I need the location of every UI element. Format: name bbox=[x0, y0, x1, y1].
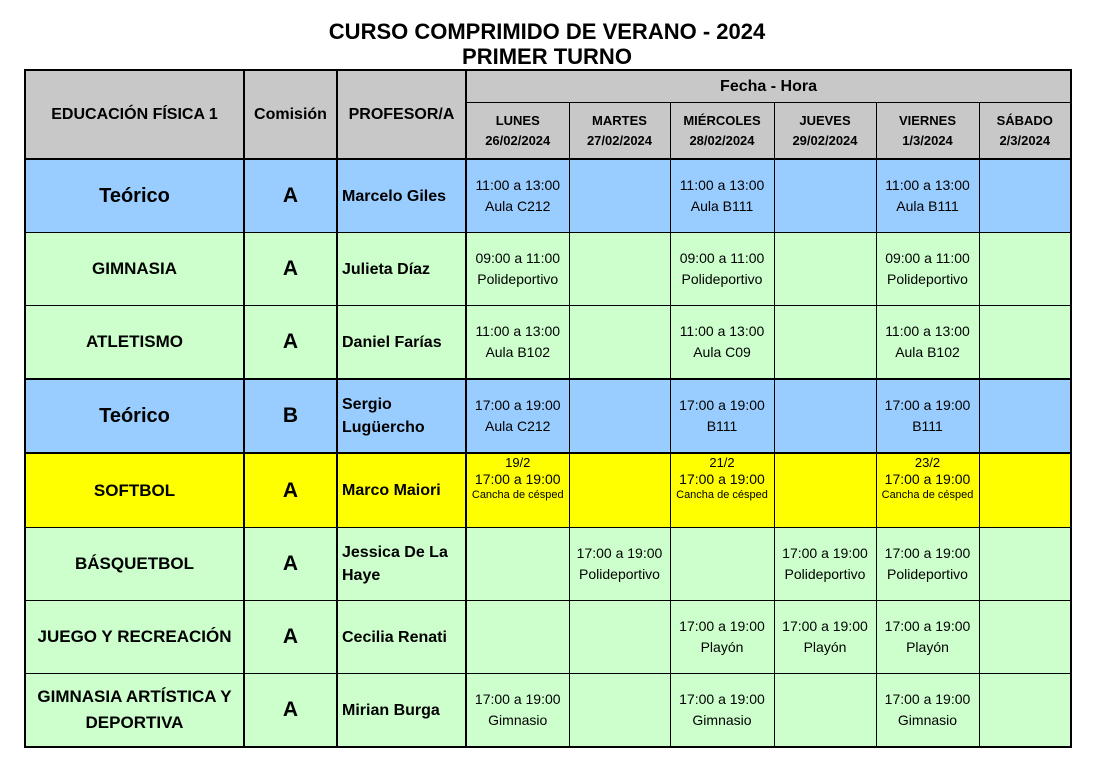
slot-place: Gimnasio bbox=[897, 712, 958, 728]
day-date: 27/02/2024 bbox=[586, 132, 653, 148]
profesor-cell: Sergio Lugüercho bbox=[337, 379, 466, 453]
schedule-slot bbox=[569, 159, 670, 233]
slot-time: 17:00 a 19:00 bbox=[679, 397, 765, 413]
schedule-slot bbox=[670, 453, 774, 528]
schedule-slot bbox=[569, 453, 670, 528]
schedule-slot bbox=[466, 674, 569, 748]
schedule-slot bbox=[876, 233, 979, 306]
slot-place: Cancha de césped bbox=[676, 489, 768, 501]
header-comision: Comisión bbox=[244, 70, 337, 159]
day-date: 26/02/2024 bbox=[485, 132, 551, 148]
schedule-slot bbox=[670, 528, 774, 601]
comision-cell: A bbox=[244, 233, 337, 306]
subject-cell: SOFTBOL bbox=[25, 453, 244, 528]
slot-place: Aula C212 bbox=[485, 198, 551, 214]
schedule-slot bbox=[876, 159, 979, 233]
day-name: MARTES bbox=[592, 112, 647, 128]
comision-cell: A bbox=[244, 601, 337, 674]
slot-time: 17:00 a 19:00 bbox=[576, 545, 663, 561]
schedule-slot bbox=[466, 306, 569, 380]
schedule-slot bbox=[979, 528, 1071, 601]
schedule-slot bbox=[569, 601, 670, 674]
table-row bbox=[25, 453, 1071, 528]
slot-place: Playón bbox=[803, 639, 847, 655]
schedule-slot bbox=[569, 674, 670, 748]
document-title: CURSO COMPRIMIDO DE VERANO - 2024 bbox=[328, 19, 766, 44]
schedule-slot bbox=[670, 379, 774, 453]
slot-place: Playón bbox=[700, 639, 744, 655]
comision-cell: A bbox=[244, 306, 337, 380]
profesor-cell: Mirian Burga bbox=[337, 674, 466, 748]
slot-time: 17:00 a 19:00 bbox=[679, 618, 765, 634]
schedule-slot bbox=[466, 528, 569, 601]
subject-cell: GIMNASIA bbox=[25, 233, 244, 306]
slot-place: Polideportivo bbox=[681, 271, 763, 287]
schedule-slot bbox=[466, 453, 569, 528]
table-row bbox=[25, 379, 1071, 453]
slot-time: 11:00 a 13:00 bbox=[679, 177, 765, 193]
header-day bbox=[774, 103, 876, 160]
slot-time: 09:00 a 11:00 bbox=[679, 250, 765, 266]
profesor-cell: Marcelo Giles bbox=[337, 159, 466, 233]
slot-place: Playón bbox=[906, 639, 949, 655]
subject-cell: Teórico bbox=[25, 159, 244, 233]
profesor-cell: Jessica De La Haye bbox=[337, 528, 466, 601]
slot-time: 17:00 a 19:00 bbox=[679, 691, 765, 707]
schedule-slot bbox=[466, 601, 569, 674]
slot-place: Cancha de césped bbox=[881, 489, 974, 501]
schedule-slot bbox=[466, 233, 569, 306]
slot-date: 23/2 bbox=[914, 455, 941, 470]
schedule-slot bbox=[876, 528, 979, 601]
schedule-slot bbox=[876, 306, 979, 380]
header-profesor: PROFESOR/A bbox=[337, 70, 466, 159]
day-date: 2/3/2024 bbox=[999, 132, 1051, 148]
slot-place: Cancha de césped bbox=[471, 489, 564, 501]
slot-place: B111 bbox=[706, 418, 738, 434]
slot-place: Polideportivo bbox=[477, 271, 559, 287]
table-row bbox=[25, 306, 1071, 380]
slot-place: Polideportivo bbox=[784, 566, 866, 582]
slot-place: Polideportivo bbox=[887, 566, 968, 582]
schedule-slot bbox=[876, 379, 979, 453]
header-day bbox=[466, 103, 569, 160]
document-subtitle: PRIMER TURNO bbox=[462, 44, 632, 69]
schedule-slot bbox=[979, 379, 1071, 453]
slot-time: 17:00 a 19:00 bbox=[474, 397, 561, 413]
day-date: 1/3/2024 bbox=[902, 132, 953, 148]
schedule-slot bbox=[979, 306, 1071, 380]
schedule-slot bbox=[774, 306, 876, 380]
day-name: MIÉRCOLES bbox=[683, 112, 761, 128]
schedule-slot bbox=[774, 674, 876, 748]
slot-time: 17:00 a 19:00 bbox=[884, 545, 971, 561]
slot-time: 17:00 a 19:00 bbox=[884, 397, 971, 413]
comision-cell: A bbox=[244, 674, 337, 748]
schedule-slot bbox=[569, 306, 670, 380]
subject-cell: JUEGO Y RECREACIÓN bbox=[25, 601, 244, 674]
slot-time: 17:00 a 19:00 bbox=[884, 618, 971, 634]
day-name: JUEVES bbox=[799, 112, 851, 128]
slot-time: 17:00 a 19:00 bbox=[474, 691, 561, 707]
table-row bbox=[25, 233, 1071, 306]
day-date: 28/02/2024 bbox=[689, 132, 755, 148]
schedule-slot bbox=[979, 453, 1071, 528]
slot-place: Aula C212 bbox=[485, 418, 551, 434]
schedule-slot bbox=[979, 601, 1071, 674]
schedule-slot bbox=[569, 528, 670, 601]
slot-time: 11:00 a 13:00 bbox=[475, 177, 561, 193]
day-date: 29/02/2024 bbox=[792, 132, 858, 148]
slot-place: Aula B102 bbox=[895, 344, 960, 360]
comision-cell: A bbox=[244, 159, 337, 233]
subject-cell: GIMNASIA ARTÍSTICA Y DEPORTIVA bbox=[25, 674, 244, 748]
schedule-slot bbox=[670, 306, 774, 380]
slot-time: 09:00 a 11:00 bbox=[475, 250, 561, 266]
comision-cell: B bbox=[244, 379, 337, 453]
slot-place: B111 bbox=[912, 418, 943, 434]
slot-time: 11:00 a 13:00 bbox=[885, 323, 970, 339]
header-subject: EDUCACIÓN FÍSICA 1 bbox=[25, 70, 244, 159]
slot-time: 17:00 a 19:00 bbox=[782, 618, 868, 634]
slot-date: 19/2 bbox=[505, 455, 531, 470]
schedule-slot bbox=[466, 159, 569, 233]
schedule-slot bbox=[670, 674, 774, 748]
day-name: LUNES bbox=[495, 112, 540, 128]
schedule-slot bbox=[670, 233, 774, 306]
day-name: SÁBADO bbox=[996, 112, 1053, 128]
schedule-slot bbox=[466, 379, 569, 453]
slot-place: Gimnasio bbox=[488, 712, 548, 728]
header-day bbox=[876, 103, 979, 160]
profesor-cell: Daniel Farías bbox=[337, 306, 466, 380]
schedule-table bbox=[24, 69, 1072, 748]
header-day bbox=[670, 103, 774, 160]
subject-cell: ATLETISMO bbox=[25, 306, 244, 380]
slot-place: Aula B111 bbox=[896, 198, 959, 214]
schedule-slot bbox=[774, 233, 876, 306]
slot-time: 17:00 a 19:00 bbox=[474, 471, 561, 487]
table-row bbox=[25, 674, 1071, 748]
slot-time: 11:00 a 13:00 bbox=[475, 323, 561, 339]
profesor-cell: Marco Maiori bbox=[337, 453, 466, 528]
profesor-cell: Julieta Díaz bbox=[337, 233, 466, 306]
header-fecha-hora: Fecha - Hora bbox=[466, 70, 1071, 103]
slot-time: 11:00 a 13:00 bbox=[885, 177, 970, 193]
slot-date: 21/2 bbox=[709, 455, 735, 470]
schedule-slot bbox=[979, 674, 1071, 748]
comision-cell: A bbox=[244, 453, 337, 528]
slot-time: 09:00 a 11:00 bbox=[885, 250, 970, 266]
subject-cell: Teórico bbox=[25, 379, 244, 453]
header-day bbox=[979, 103, 1071, 160]
slot-time: 11:00 a 13:00 bbox=[679, 323, 765, 339]
schedule-slot bbox=[876, 674, 979, 748]
schedule-slot bbox=[670, 601, 774, 674]
slot-place: Polideportivo bbox=[887, 271, 968, 287]
subject-cell: BÁSQUETBOL bbox=[25, 528, 244, 601]
slot-time: 17:00 a 19:00 bbox=[679, 471, 765, 487]
schedule-slot bbox=[774, 379, 876, 453]
slot-time: 17:00 a 19:00 bbox=[782, 545, 868, 561]
schedule-slot bbox=[979, 233, 1071, 306]
table-row bbox=[25, 601, 1071, 674]
schedule-slot bbox=[569, 233, 670, 306]
schedule-slot bbox=[774, 453, 876, 528]
slot-time: 17:00 a 19:00 bbox=[884, 691, 971, 707]
slot-place: Aula B102 bbox=[485, 344, 551, 360]
table-row bbox=[25, 159, 1071, 233]
comision-cell: A bbox=[244, 528, 337, 601]
schedule-slot bbox=[569, 379, 670, 453]
schedule-slot bbox=[774, 159, 876, 233]
slot-place: Aula B111 bbox=[690, 198, 754, 214]
slot-place: Polideportivo bbox=[579, 566, 660, 582]
schedule-slot bbox=[670, 159, 774, 233]
schedule-slot bbox=[774, 601, 876, 674]
header-day bbox=[569, 103, 670, 160]
schedule-slot bbox=[774, 528, 876, 601]
schedule-slot bbox=[979, 159, 1071, 233]
slot-place: Aula C09 bbox=[693, 344, 751, 360]
table-row bbox=[25, 528, 1071, 601]
schedule-slot bbox=[876, 601, 979, 674]
slot-place: Gimnasio bbox=[692, 712, 752, 728]
day-name: VIERNES bbox=[898, 112, 957, 128]
profesor-cell: Cecilia Renati bbox=[337, 601, 466, 674]
schedule-slot bbox=[876, 453, 979, 528]
slot-time: 17:00 a 19:00 bbox=[884, 471, 971, 487]
